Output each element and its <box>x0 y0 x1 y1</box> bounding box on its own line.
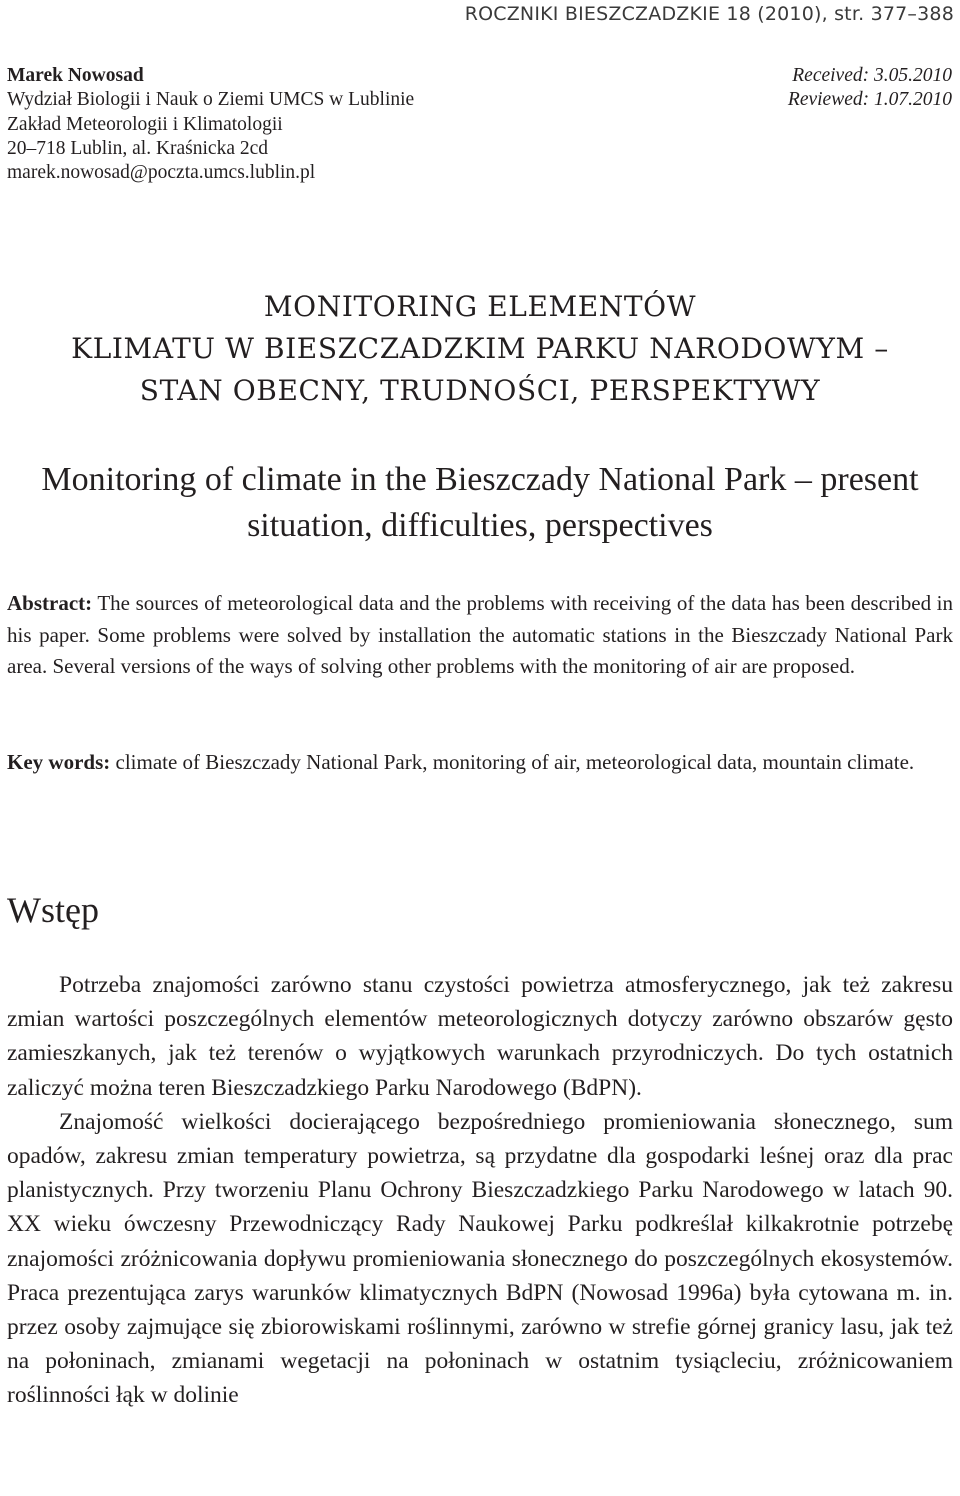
paragraph: Znajomość wielkości docierającego bezpośredniego promieniowania słonecznego, sum opadów, zakresu zmian temperatury powietrza, są przydatne dla gospodarki leśnej oraz dla prac planistycznych. Przy tworzeniu Planu Ochrony Bieszczadzkiego Parku Narodowego w latach 90. XX wieku ówczesny Przewodniczący Rady Naukowej Parku podkreślał kilkakrotnie potrzebę znajomości zróżnicowania dopływu promieniowania słonecznego do poszczególnych ekosystemów. Praca prezentująca zarys warunków klimatycznych BdPN (Nowosad 1996a) była cytowana m. in. przez osoby zajmujące się zbiorowiskami roślinnymi, zarówno w strefie górnej granicy lasu, jak też na połoninach, zmianami wegetacji na połoninach w ostatnim tysiącleciu, zróżnicowaniem roślinności łąk w dolinie <box>7 1108 953 1409</box>
author-affiliation: Wydział Biologii i Nauk o Ziemi UMCS w Lublinie <box>7 89 415 111</box>
reviewed-date: Reviewed: 1.07.2010 <box>787 89 952 111</box>
received-date: Received: 3.05.2010 <box>792 65 952 86</box>
title-line: STAN OBECNY, TRUDNOŚCI, PERSPEKTYWY <box>139 374 821 407</box>
paper-title <box>0 286 960 412</box>
title-line: MONITORING ELEMENTÓW <box>263 290 697 323</box>
author-department: Zakład Meteorologii i Klimatologii <box>7 113 283 135</box>
author-block <box>7 64 952 185</box>
subtitle-line: situation, difficulties, perspectives <box>247 507 713 544</box>
english-title <box>0 457 960 549</box>
author-address: 20–718 Lublin, al. Kraśnicka 2cd <box>7 137 269 159</box>
author-name: Marek Nowosad <box>7 65 144 86</box>
keywords-label: Key words: <box>7 750 111 774</box>
author-email[interactable]: marek.nowosad@poczta.umcs.lublin.pl <box>7 162 316 184</box>
paragraph: Potrzeba znajomości zarówno stanu czystości powietrza atmosferycznego, jak też zakresu zmian wartości poszczególnych elementów meteorologicznych dotyczy zarówno obszarów gęsto zamieszkanych, jak też terenów o wyjątkowych warunkach przyrodniczych. Do tych ostatnich zaliczyć można teren Bieszczadzkiego Parku Narodowego (BdPN). <box>7 972 953 1101</box>
keywords-text: climate of Bieszczady National Park, monitoring of air, meteorological data, mountain climate. <box>115 750 915 774</box>
abstract-text: The sources of meteorological data and the problems with receiving of the data has been described in his paper. Some problems were solved by installation the automatic stations in the Bieszczady National Park area. Several versions of the ways of solving other problems with the monitoring of air are proposed. <box>7 591 953 678</box>
body-text <box>7 968 953 1413</box>
keywords <box>7 747 953 779</box>
title-line: KLIMATU W BIESZCZADZKIM PARKU NARODOWYM – <box>71 332 889 365</box>
journal-header: ROCZNIKI BIESZCZADZKIE 18 (2010), str. 377–388 <box>464 3 954 25</box>
abstract <box>7 588 953 683</box>
abstract-label: Abstract: <box>7 591 93 615</box>
section-heading: Wstęp <box>7 890 99 930</box>
subtitle-line: Monitoring of climate in the Bieszczady National Park – present <box>41 461 919 498</box>
